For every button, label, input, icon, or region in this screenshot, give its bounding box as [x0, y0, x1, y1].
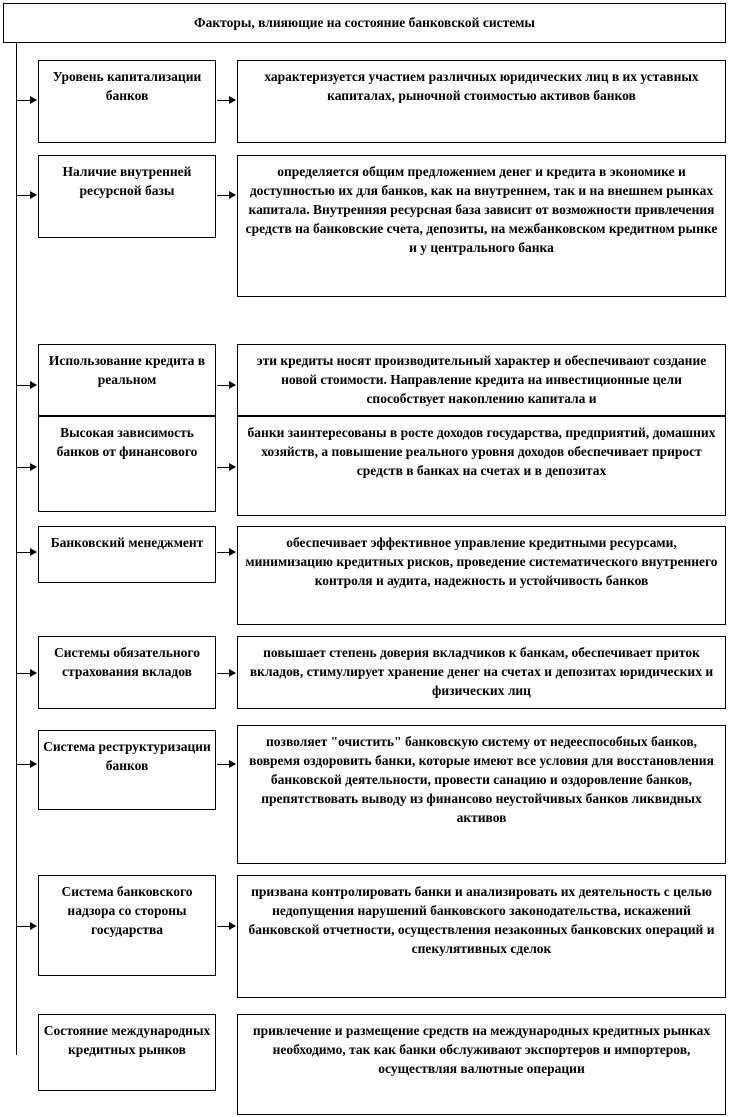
desc-box-credit-real: эти кредиты носят производительный характер и обеспечивают создание новой стоимости. Направление кредита на инвестиционные цели способствует накоплению капитала и	[237, 344, 726, 416]
desc-box-capitalization: характеризуется участием различных юридических лиц в их уставных капиталах, рыночной стоимостью активов банков	[237, 60, 726, 143]
arrow-to-factor-5	[17, 552, 36, 553]
arrow-to-desc-7	[217, 764, 235, 765]
desc-box-supervision: призвана контролировать банки и анализировать их деятельность с целью недопущения нарушений банковского законодательства, искажений банковской отчетности, осуществления незаконных банковских операций и спекулятивных сделок	[237, 875, 726, 998]
factor-box-supervision: Система банковского надзора со стороны государства	[38, 875, 216, 976]
desc-box-deposit-insurance: повышает степень доверия вкладчиков к банкам, обеспечивает приток вкладов, стимулирует хранение денег на счетах и депозитах юридических и физических лиц	[237, 636, 726, 709]
factor-box-deposit-insurance: Системы обязательного страхования вкладов	[38, 636, 216, 709]
arrow-to-factor-3	[17, 385, 36, 386]
desc-box-financial-dependence: банки заинтересованы в росте доходов государства, предприятий, домашних хозяйств, а повышение реального уровня доходов обеспечивает прирост средств в банках на счетах и в депозитах	[237, 416, 726, 516]
factor-box-restructuring: Система реструктуризации банков	[38, 730, 216, 810]
desc-box-international-markets: привлечение и размещение средств на международных кредитных рынках необходимо, так как банки обслуживают экспортеров и импортеров, осуществляя валютные операции	[237, 1014, 726, 1115]
factor-box-capitalization: Уровень капитализации банков	[38, 60, 216, 143]
arrow-to-factor-8	[17, 926, 36, 927]
arrow-to-desc-2	[217, 195, 235, 196]
desc-box-resource-base: определяется общим предложением денег и кредита в экономике и доступностью их для банков, как на внутреннем, так и на внешнем рынках капитала. Внутренняя ресурсная база зависит от возможности привлечения средств на банковские счета, депозиты, на межбанковском кредитном рынке и у центрального банка	[237, 155, 726, 297]
arrow-to-desc-3	[217, 385, 235, 386]
arrow-to-factor-1	[17, 100, 36, 101]
arrow-to-factor-7	[17, 764, 36, 765]
arrow-to-desc-8	[217, 926, 235, 927]
arrow-to-desc-1	[217, 100, 235, 101]
arrow-to-desc-6	[217, 673, 235, 674]
arrow-to-desc-5	[217, 552, 235, 553]
arrow-to-factor-6	[17, 673, 36, 674]
arrow-to-desc-4	[217, 467, 235, 468]
factor-box-credit-real: Использование кредита в реальном	[38, 344, 216, 416]
factor-box-financial-dependence: Высокая зависимость банков от финансового	[38, 416, 216, 512]
factor-box-management: Банковский менеджмент	[38, 526, 216, 583]
diagram-title: Факторы, влияющие на состояние банковской системы	[3, 3, 726, 43]
arrow-to-factor-4	[17, 467, 36, 468]
desc-box-management: обеспечивает эффективное управление кредитными ресурсами, минимизацию кредитных рисков, проведение систематического внутреннего контроля и аудита, надежность и устойчивость банков	[237, 526, 726, 625]
factor-box-international-markets: Состояние международных кредитных рынков	[38, 1014, 216, 1091]
arrow-to-factor-2	[17, 195, 36, 196]
desc-box-restructuring: позволяет "очистить" банковскую систему от недееспособных банков, вовремя оздоровить банки, которые имеют все условия для восстановления банковской деятельности, провести санацию и оздоровление банков, препятствовать выводу из финансово неустойчивых банков ликвидных активов	[237, 725, 726, 864]
factor-box-resource-base: Наличие внутренней ресурсной базы	[38, 155, 216, 238]
